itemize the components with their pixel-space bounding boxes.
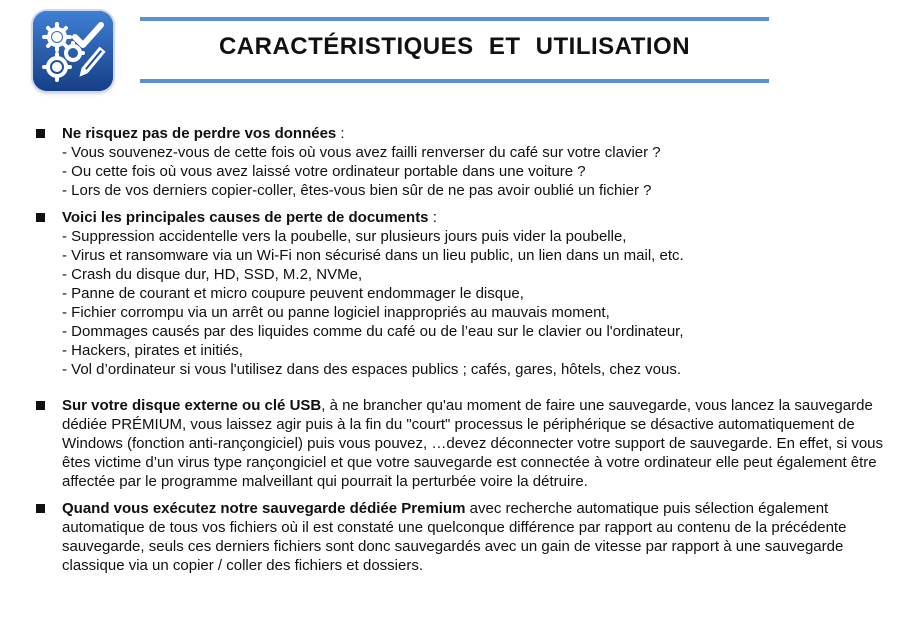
section-heading: Ne risquez pas de perdre vos données: [62, 125, 337, 142]
list-item: - Fichier corrompu via un arrêt ou panne logiciel inappropriés au mauvais moment,: [62, 304, 610, 321]
title-top-rule: [140, 17, 769, 21]
section-loss-causes: [34, 208, 884, 379]
title-bottom-rule: [140, 79, 769, 83]
list-item: - Ou cette fois où vous avez laissé votre ordinateur portable dans une voiture ?: [62, 163, 586, 180]
section-data-loss-risk: [34, 124, 884, 200]
section-text: , à ne brancher qu'au moment de faire une sauvegarde, vous lancez la sauvegarde dédiée PRÉMIUM, vous laissez agir puis à la fin du "court" processus le périphérique se désactive automatiquement de Windows (fonction anti-rançongiciel) puis vous pouvez, …devez déconnecter votre support de sauvegarde. En effet, si vous êtes victime d’un virus type rançongiciel et que votre sauvegarde est connectée à votre ordinateur elle peut également être affectée par le programme malveillant qui pourrait la perturbée voire la détruire.: [62, 397, 884, 490]
section-heading: Quand vous exécutez notre sauvegarde dédiée Premium: [62, 500, 466, 517]
list-item: - Lors de vos derniers copier-coller, êtes-vous bien sûr de ne pas avoir oublié un fichier ?: [62, 182, 652, 199]
list-item: - Vous souvenez-vous de cette fois où vous avez failli renverser du café sur votre clavier ?: [62, 144, 661, 161]
section-text: avec recherche automatique puis sélection également automatique de tous vos fichiers où il est constaté une quelconque différence par rapport au contenu de la précédente sauvegarde, seuls ces derniers fichiers sont donc sauvegardés avec un gain de vitesse par rapport à une sauvegarde classique via un copier / coller des fichiers et dossiers.: [62, 500, 847, 574]
bullet-square-icon: [36, 504, 45, 513]
list-item: - Hackers, pirates et initiés,: [62, 342, 243, 359]
gears-check-pencil-icon: [33, 11, 113, 91]
section-heading: Voici les principales causes de perte de documents: [62, 209, 429, 226]
list-item: - Vol d’ordinateur si vous l'utilisez dans des espaces publics ; cafés, gares, hôtels, chez vous.: [62, 361, 682, 378]
bullet-square-icon: [36, 129, 45, 138]
section-heading-suffix: :: [336, 125, 345, 142]
section-heading-suffix: :: [428, 209, 437, 226]
section-external-drive: [34, 396, 884, 491]
list-item: - Suppression accidentelle vers la poubelle, sur plusieurs jours puis vider la poubelle,: [62, 228, 627, 245]
list-item: - Virus et ransomware via un Wi-Fi non sécurisé dans un lieu public, un lien dans un mail, etc.: [62, 247, 684, 264]
page-title: CARACTÉRISTIQUES ET UTILISATION: [218, 33, 691, 60]
list-item: - Crash du disque dur, HD, SSD, M.2, NVMe,: [62, 266, 363, 283]
section-heading: Sur votre disque externe ou clé USB: [62, 397, 322, 414]
section-premium-backup: [34, 499, 884, 575]
bullet-square-icon: [36, 401, 45, 410]
bullet-square-icon: [36, 213, 45, 222]
app-logo: [33, 11, 113, 91]
list-item: - Dommages causés par des liquides comme du café ou de l’eau sur le clavier ou l'ordinateur,: [62, 323, 684, 340]
list-item: - Panne de courant et micro coupure peuvent endommager le disque,: [62, 285, 524, 302]
content: [34, 124, 884, 583]
